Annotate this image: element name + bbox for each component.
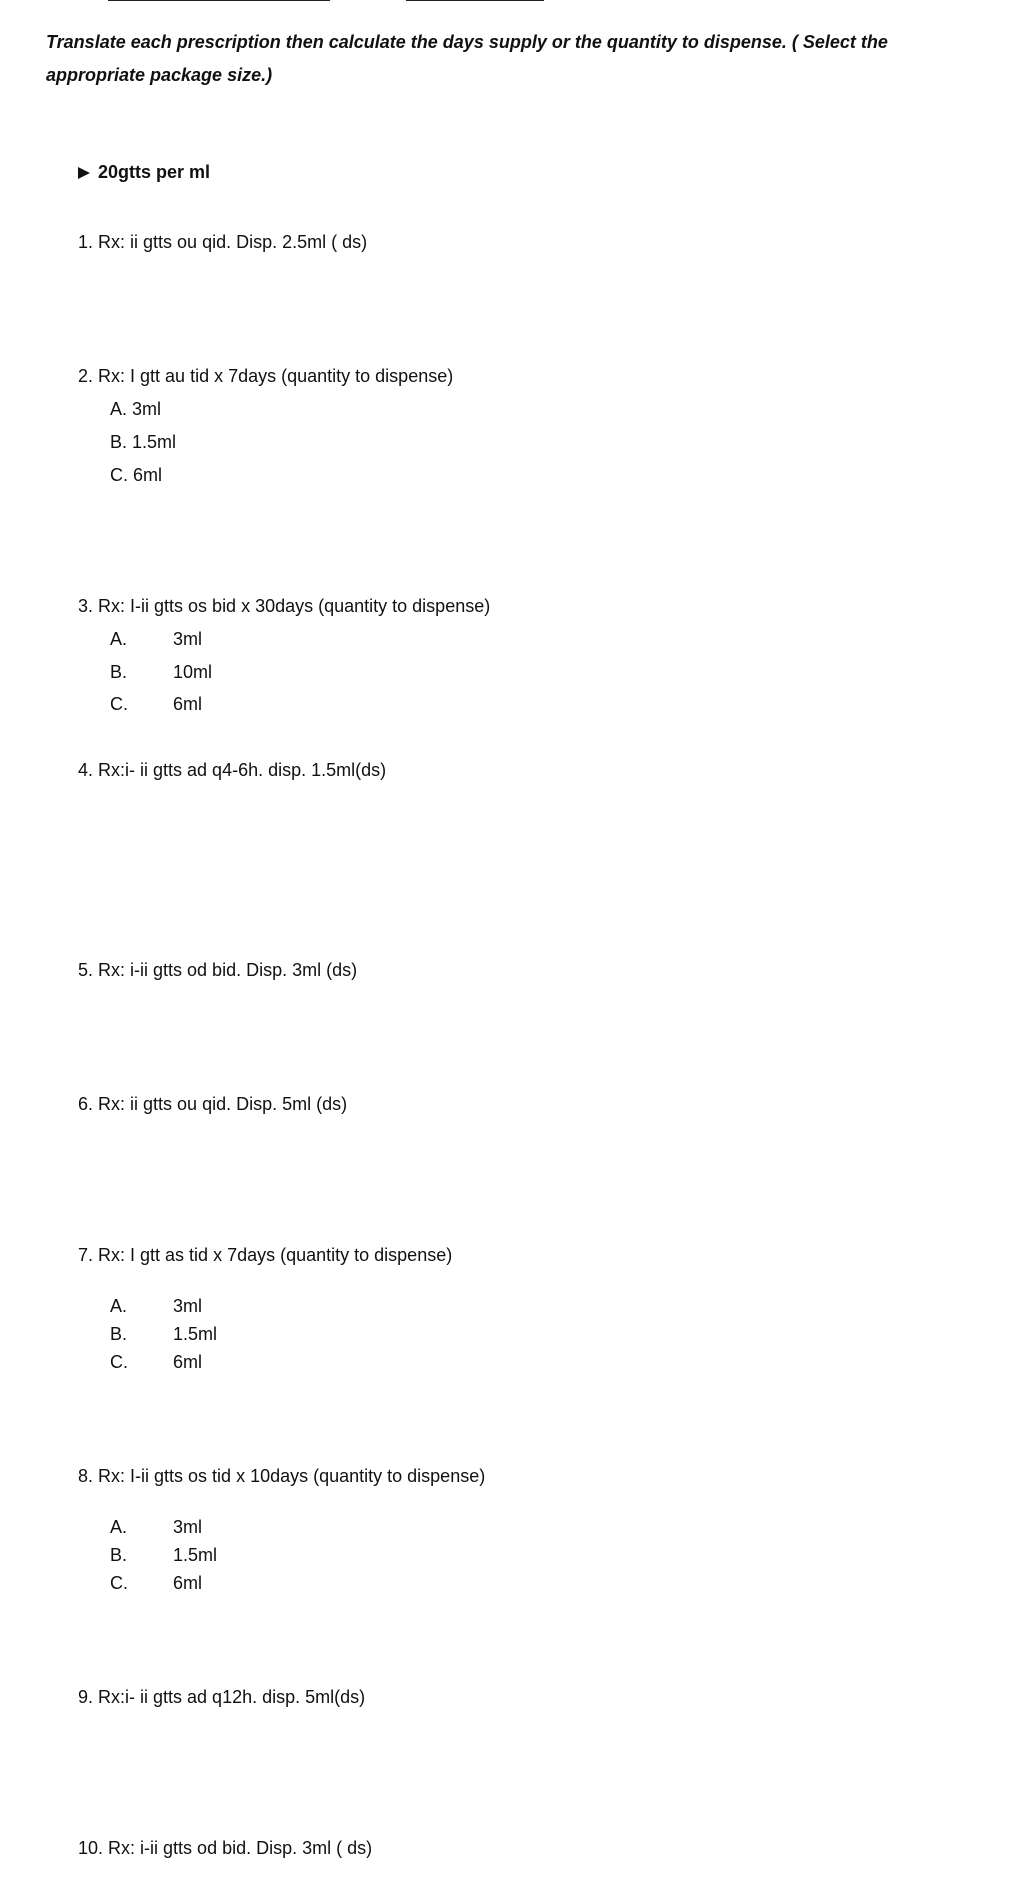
question-text: Rx: I gtt au tid x 7days (quantity to dispense) (98, 366, 454, 386)
question-6 (78, 1092, 347, 1116)
choice-value: 3ml (132, 399, 162, 419)
choice-value: 3ml (173, 1296, 203, 1316)
question-number: 2. (78, 366, 94, 386)
choice-letter: B. (110, 432, 128, 452)
choice-8b[interactable] (110, 1543, 217, 1567)
choice-3b[interactable] (110, 660, 212, 684)
choice-value: 1.5ml (173, 1324, 218, 1344)
drops-per-ml-note (78, 162, 210, 183)
choice-3c[interactable] (110, 692, 202, 716)
choice-value: 1.5ml (173, 1545, 218, 1565)
question-7 (78, 1243, 452, 1267)
choice-letter: A. (110, 629, 128, 649)
choice-value: 6ml (173, 694, 203, 714)
question-text: Rx: I gtt as tid x 7days (quantity to dispense) (98, 1245, 453, 1265)
question-number: 3. (78, 596, 94, 616)
question-text: Rx: I-ii gtts os bid x 30days (quantity to dispense) (98, 596, 491, 616)
question-number: 7. (78, 1245, 94, 1265)
question-text: Rx: i-ii gtts od bid. Disp. 3ml (ds) (98, 960, 358, 980)
choice-letter: C. (110, 1573, 128, 1593)
question-text: Rx: ii gtts ou qid. Disp. 2.5ml ( ds) (98, 232, 368, 252)
choice-letter: A. (110, 399, 128, 419)
choice-value: 6ml (173, 1573, 203, 1593)
choice-value: 6ml (173, 1352, 203, 1372)
question-text: Rx:i- ii gtts ad q12h. disp. 5ml(ds) (98, 1687, 366, 1707)
question-9 (78, 1685, 365, 1709)
question-number: 9. (78, 1687, 94, 1707)
choice-8c[interactable] (110, 1571, 202, 1595)
question-text: Rx: I-ii gtts os tid x 10days (quantity to dispense) (98, 1466, 486, 1486)
question-number: 4. (78, 760, 94, 780)
question-4 (78, 758, 386, 782)
question-number: 10. (78, 1838, 104, 1858)
choice-letter: C. (110, 465, 128, 485)
question-number: 6. (78, 1094, 94, 1114)
choice-7c[interactable] (110, 1350, 202, 1374)
choice-letter: A. (110, 1296, 128, 1316)
choice-2c[interactable] (110, 463, 162, 487)
question-8 (78, 1464, 485, 1488)
top-rule-right (406, 0, 544, 1)
question-5 (78, 958, 357, 982)
question-text: Rx: i-ii gtts od bid. Disp. 3ml ( ds) (108, 1838, 373, 1858)
arrow-bullet-icon (78, 167, 90, 179)
question-2 (78, 364, 453, 388)
choice-7a[interactable] (110, 1294, 202, 1318)
choice-3a[interactable] (110, 627, 202, 651)
choice-value: 3ml (173, 629, 203, 649)
question-text: Rx: ii gtts ou qid. Disp. 5ml (ds) (98, 1094, 348, 1114)
choice-value: 10ml (173, 662, 213, 682)
choice-letter: B. (110, 662, 128, 682)
choice-letter: A. (110, 1517, 128, 1537)
choice-letter: B. (110, 1545, 128, 1565)
question-number: 5. (78, 960, 94, 980)
choice-8a[interactable] (110, 1515, 202, 1539)
choice-value: 6ml (133, 465, 163, 485)
choice-letter: C. (110, 694, 128, 714)
question-10 (78, 1836, 372, 1860)
instructions-text: Translate each prescription then calculate the days supply or the quantity to dispense. ( Select the appropriate package size.) (46, 32, 888, 85)
top-rule-left (108, 0, 330, 1)
question-number: 8. (78, 1466, 94, 1486)
question-text: Rx:i- ii gtts ad q4-6h. disp. 1.5ml(ds) (98, 760, 387, 780)
choice-letter: B. (110, 1324, 128, 1344)
choice-7b[interactable] (110, 1322, 217, 1346)
choice-value: 3ml (173, 1517, 203, 1537)
question-3 (78, 594, 490, 618)
choice-letter: C. (110, 1352, 128, 1372)
question-number: 1. (78, 232, 94, 252)
question-1 (78, 230, 367, 254)
choice-value: 1.5ml (132, 432, 177, 452)
choice-2a[interactable] (110, 397, 161, 421)
choice-2b[interactable] (110, 430, 176, 454)
note-text: 20gtts per ml (98, 162, 211, 182)
